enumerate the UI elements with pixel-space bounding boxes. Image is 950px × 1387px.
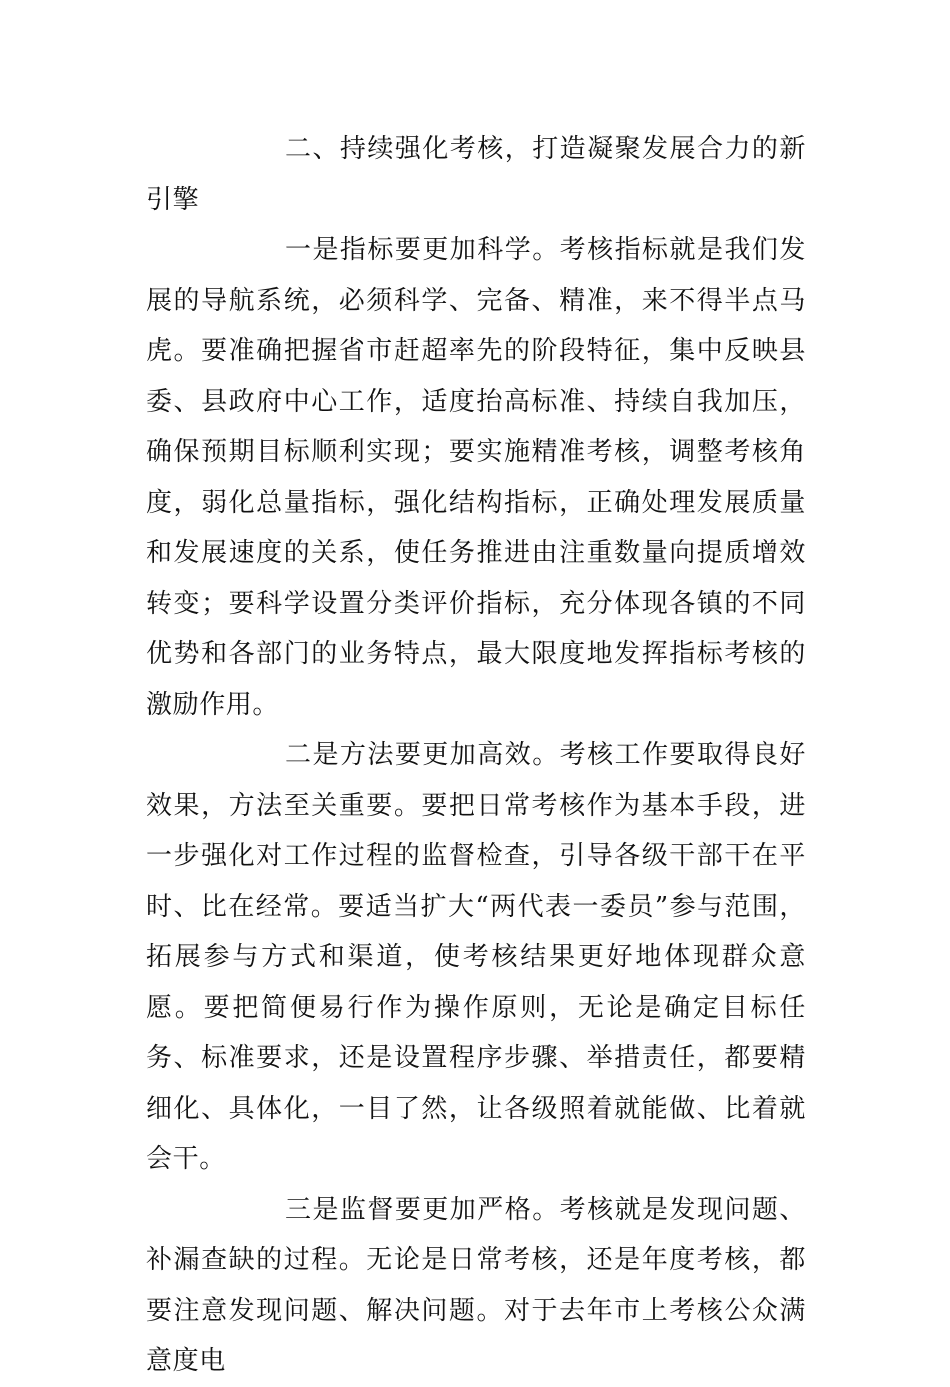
paragraph-supervision: 三是监督要更加严格。考核就是发现问题、补漏查缺的过程。无论是日常考核，还是年度考核，都要注意发现问题、解决问题。对于去年市上考核公众满意度电 [146,1194,806,1376]
document-body [146,124,806,1387]
section-heading: 二、持续强化考核，打造凝聚发展合力的新引擎 [146,134,806,215]
paragraph-methods: 二是方法要更加高效。考核工作要取得良好效果，方法至关重要。要把日常考核作为基本手段，进一步强化对工作过程的监督检查，引导各级干部干在平时、比在经常。要适当扩大“两代表一委员”参与范围，拓展参与方式和渠道，使考核结果更好地体现群众意愿。要把简便易行作为操作原则，无论是确定目标任务、标准要求，还是设置程序步骤、举措责任，都要精细化、具体化，一目了然，让各级照着就能做、比着就会干。 [146,740,806,1174]
paragraph-indicators: 一是指标要更加科学。考核指标就是我们发展的导航系统，必须科学、完备、精准，来不得半点马虎。要准确把握省市赶超率先的阶段特征，集中反映县委、县政府中心工作，适度抬高标准、持续自我加压，确保预期目标顺利实现；要实施精准考核，调整考核角度，弱化总量指标，强化结构指标，正确处理发展质量和发展速度的关系，使任务推进由注重数量向提质增效转变；要科学设置分类评价指标，充分体现各镇的不同优势和各部门的业务特点，最大限度地发挥指标考核的激励作用。 [146,235,806,720]
